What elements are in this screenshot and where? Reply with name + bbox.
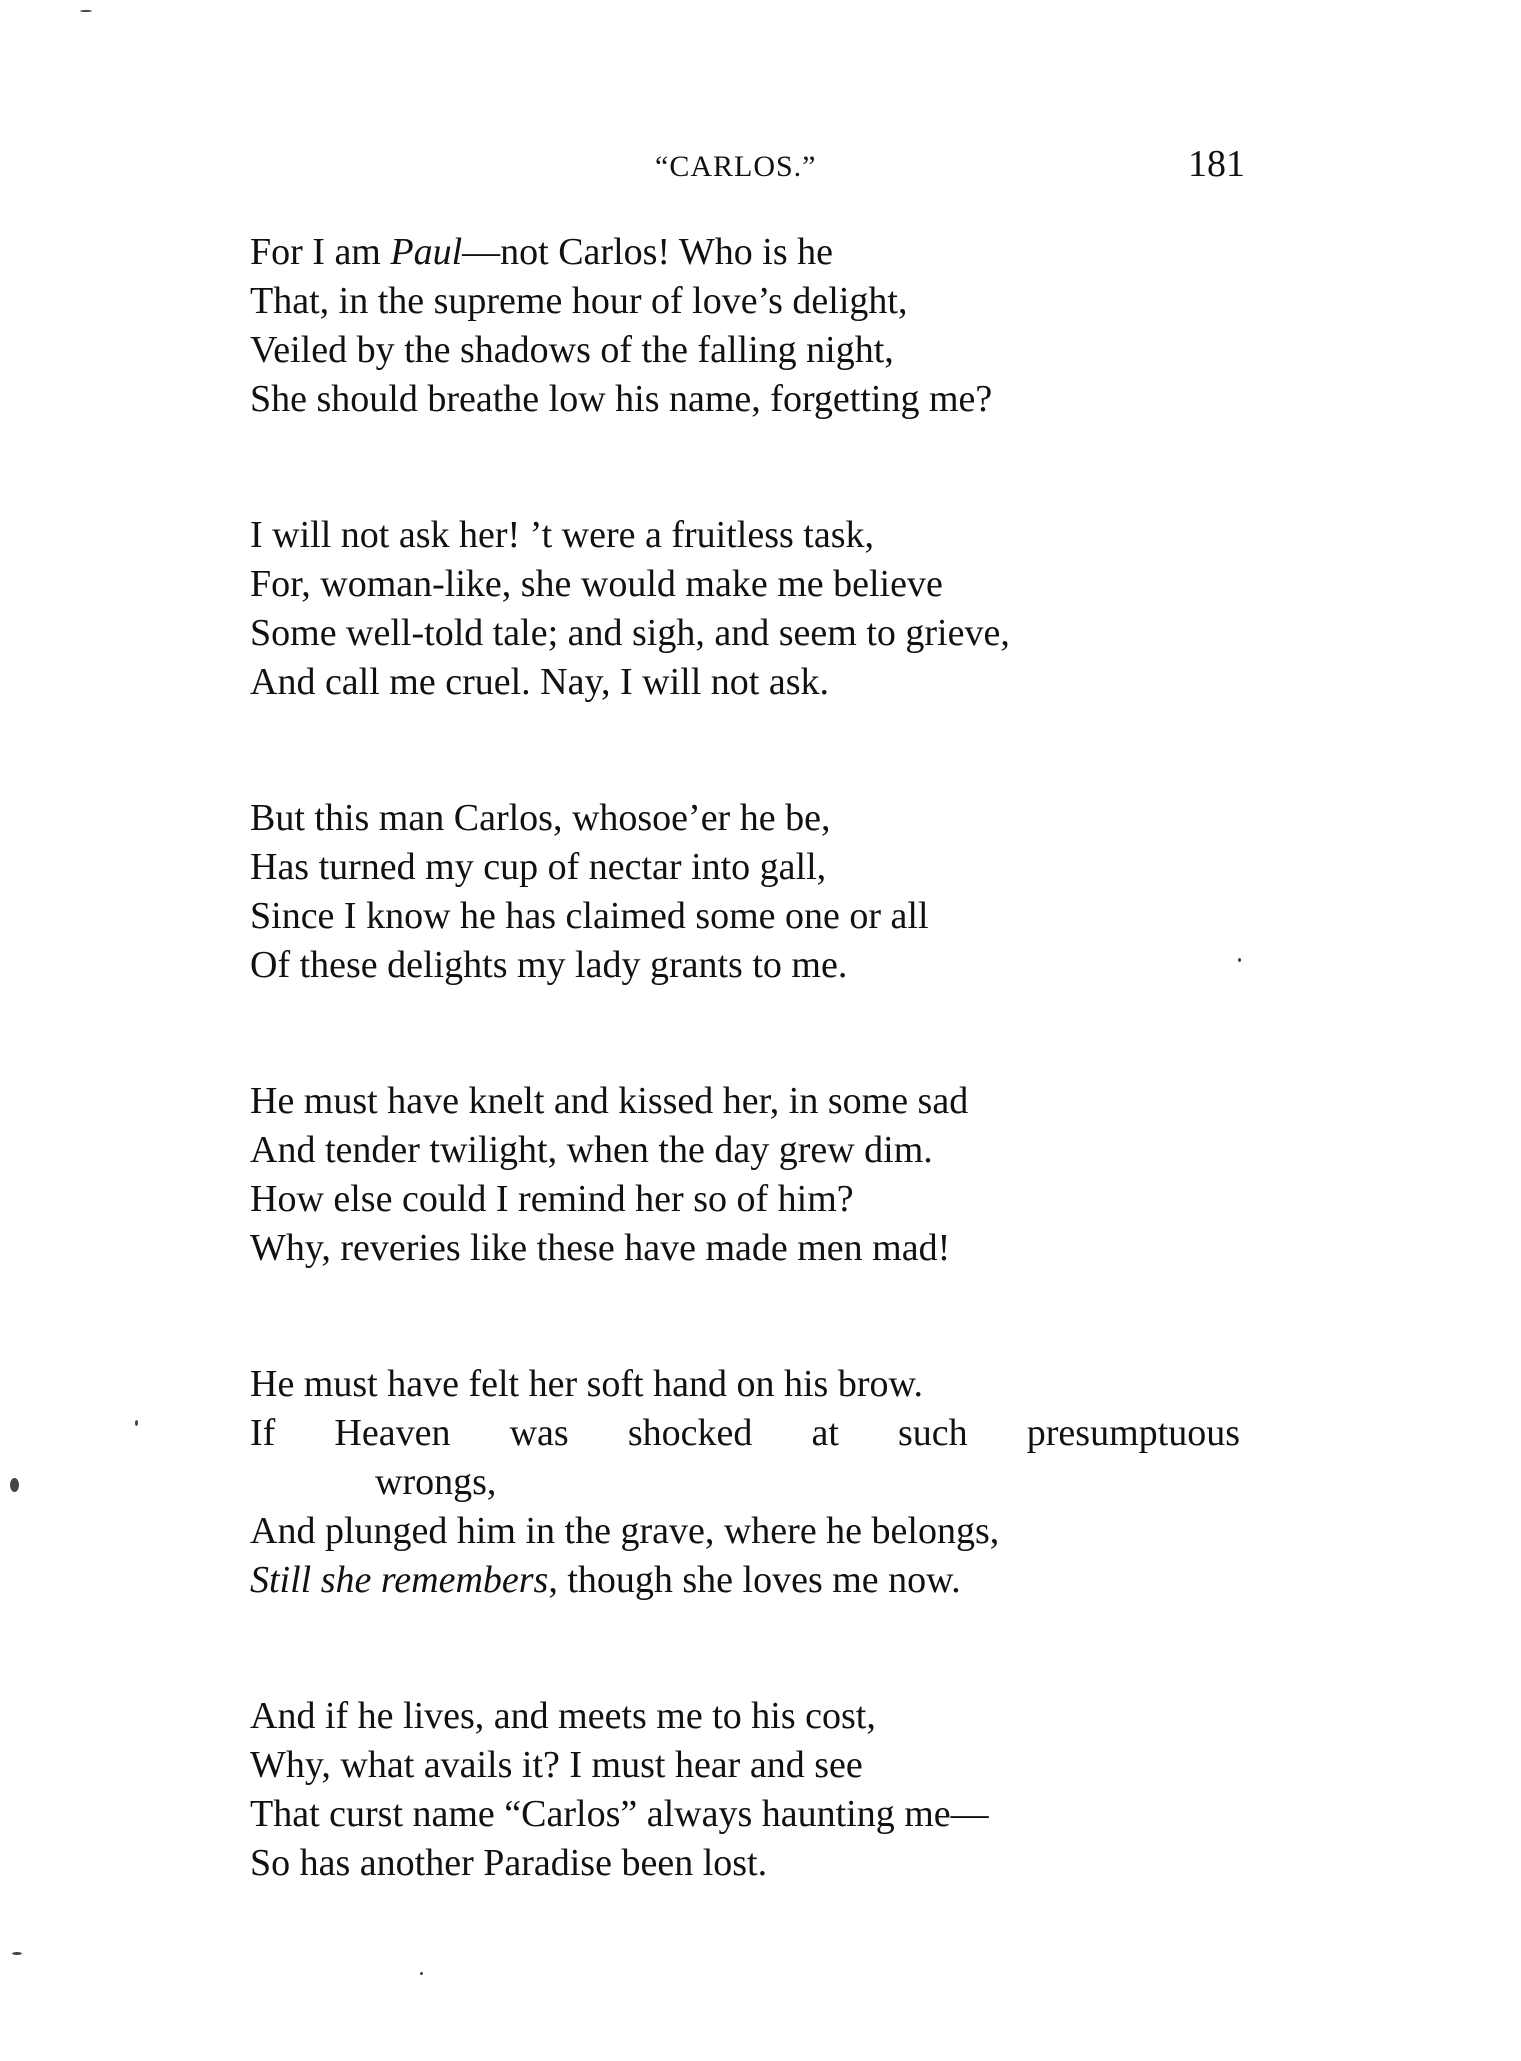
- poem-line: How else could I remind her so of him?: [250, 1178, 854, 1220]
- poem-line: And plunged him in the grave, where he belongs,: [250, 1510, 1000, 1552]
- poem-line: And if he lives, and meets me to his cost,: [250, 1695, 876, 1737]
- line-segment: , though she loves me now.: [548, 1559, 961, 1601]
- poem-line: If Heaven was shocked at such presumptuous: [250, 1412, 1240, 1454]
- italic-phrase: Still she remembers: [250, 1559, 549, 1601]
- poem-line: That, in the supreme hour of love’s delight,: [250, 280, 908, 322]
- poem-line: I will not ask her! ’t were a fruitless task,: [250, 514, 875, 556]
- poem-line: For, woman-like, she would make me believe: [250, 563, 943, 605]
- poem-line: He must have knelt and kissed her, in some sad: [250, 1080, 969, 1122]
- line-segment: —not Carlos! Who is he: [462, 231, 833, 273]
- poem-line-continuation: wrongs,: [375, 1461, 497, 1503]
- poem-line: But this man Carlos, whosoe’er he be,: [250, 797, 831, 839]
- poem-line: She should breathe low his name, forgetting me?: [250, 378, 993, 420]
- stanza-5: [250, 1360, 1250, 1605]
- poem-line: Has turned my cup of nectar into gall,: [250, 846, 827, 888]
- poem-line: He must have felt her soft hand on his brow.: [250, 1363, 923, 1405]
- line-segment: For I am: [250, 231, 391, 273]
- stanza-1: [250, 228, 1250, 424]
- stanza-2: [250, 511, 1250, 707]
- poem-line: And tender twilight, when the day grew dim.: [250, 1129, 933, 1171]
- scan-speck: [135, 1420, 138, 1426]
- poem-line: [250, 1556, 1250, 1605]
- scan-speck: [10, 1478, 19, 1492]
- poem-line: Of these delights my lady grants to me.: [250, 944, 848, 986]
- scan-speck: [80, 10, 92, 12]
- italic-name-paul: Paul: [390, 231, 463, 273]
- poem-line: So has another Paradise been lost.: [250, 1842, 768, 1884]
- scan-speck: [12, 1952, 22, 1955]
- poem-line: Veiled by the shadows of the falling night,: [250, 329, 894, 371]
- poem-line: [250, 228, 1250, 277]
- poem: [250, 228, 1250, 1975]
- page-number: 181: [1188, 143, 1245, 185]
- poem-line: That curst name “Carlos” always haunting me—: [250, 1793, 989, 1835]
- poem-line: And call me cruel. Nay, I will not ask.: [250, 661, 829, 703]
- scan-speck: [1238, 958, 1241, 962]
- poem-line: Why, what avails it? I must hear and see: [250, 1744, 863, 1786]
- poem-line: Since I know he has claimed some one or all: [250, 895, 929, 937]
- poem-line: Some well-told tale; and sigh, and seem to grieve,: [250, 612, 1010, 654]
- scan-speck: [420, 1972, 423, 1975]
- running-title: “CARLOS.”: [655, 150, 817, 183]
- stanza-6: [250, 1692, 1250, 1888]
- poem-line: Why, reveries like these have made men mad!: [250, 1227, 951, 1269]
- stanza-3: [250, 794, 1250, 990]
- stanza-4: [250, 1077, 1250, 1273]
